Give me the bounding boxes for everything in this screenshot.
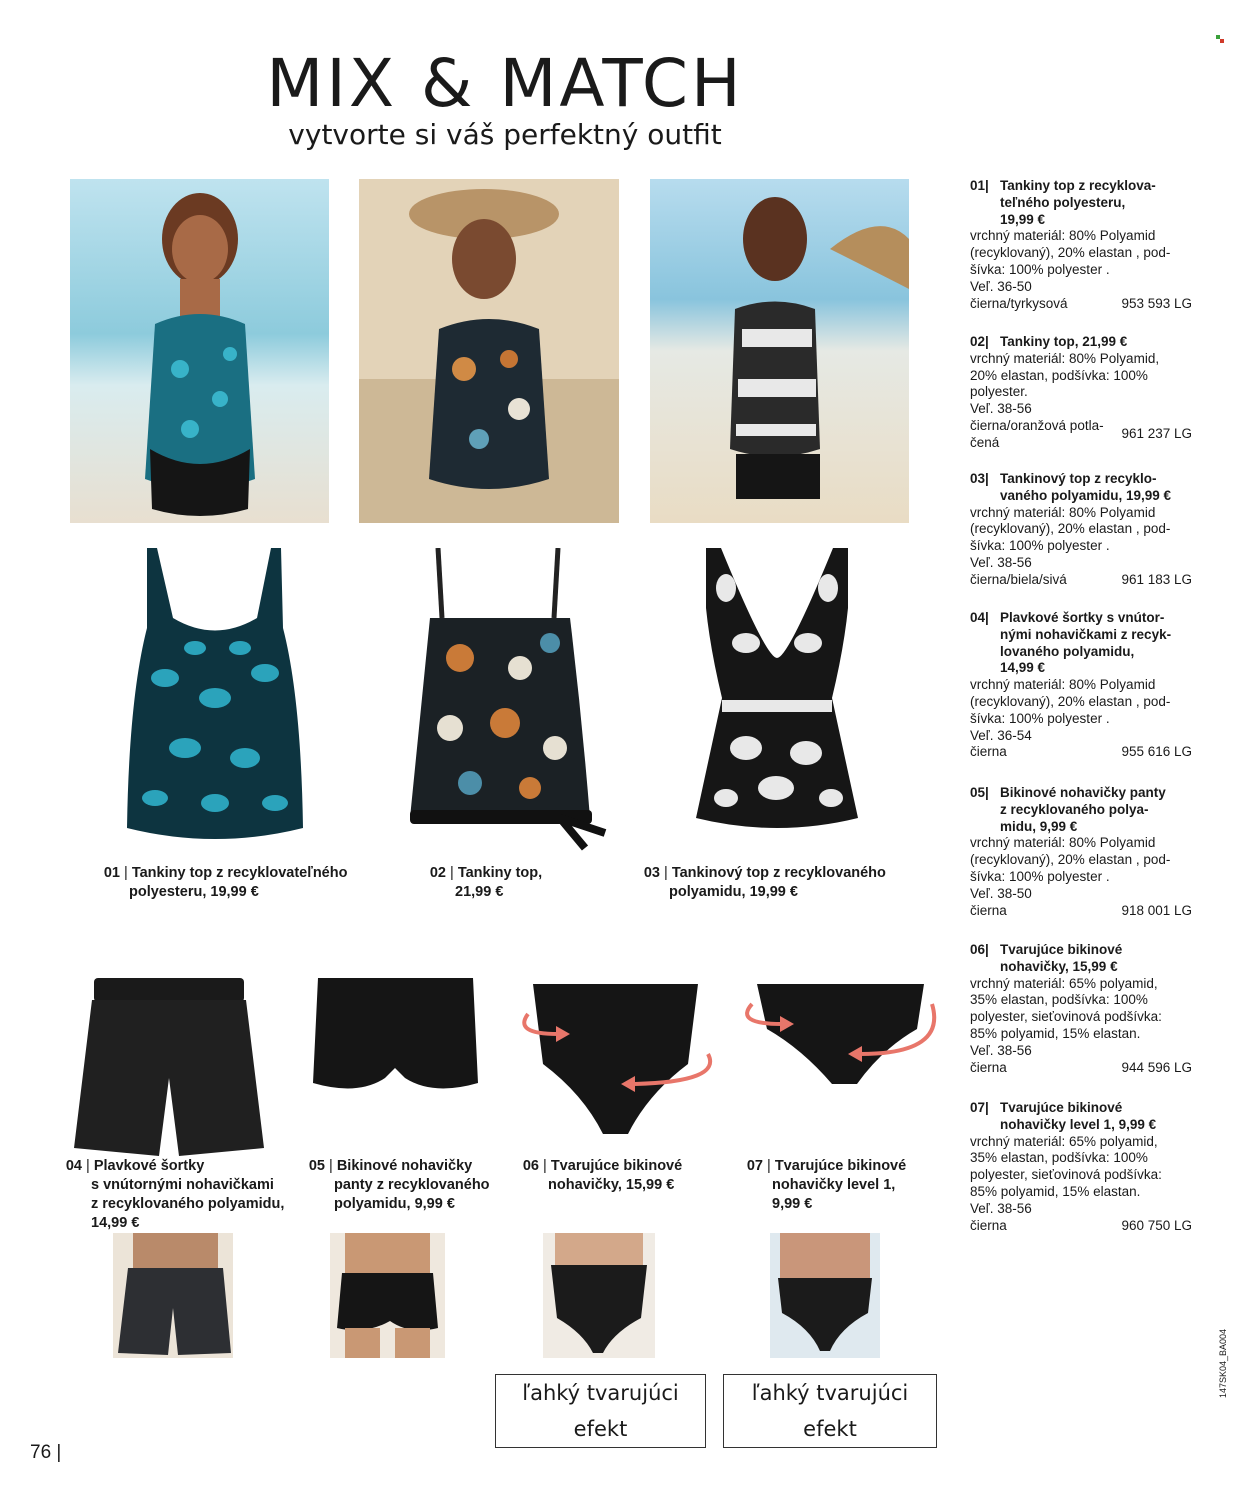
page-subtitle: vytvorte si váš perfektný outfit: [288, 118, 722, 151]
bikini-panty-05-image: [313, 978, 478, 1098]
caption-06: 06 | Tvarujúce bikinové nohavičky, 15,99 €: [522, 1158, 683, 1193]
caption-01: 01 | Tankiny top z recyklovateľného polyesteru, 19,99 €: [103, 865, 348, 900]
shaping-brief-07-image: [742, 974, 942, 1114]
worn-photo-06: [543, 1233, 655, 1358]
worn-photo-07: [770, 1233, 880, 1358]
tankini-top-03-image: [676, 548, 878, 838]
worn-photo-04: [113, 1233, 233, 1358]
product-detail-06: 06| Tvarujúce bikinové nohavičky, 15,99 € vrchný materiál: 65% polyamid, 35% elastan, podšívka: 100% polyester, sieťovinová podšívka: 85% polyamid, 15% elastan. Veľ. 38-56 čierna 944 596 LG: [970, 942, 1192, 1075]
caption-05: 05 | Bikinové nohavičky panty z recyklovaného polyamidu, 9,99 €: [308, 1158, 490, 1212]
shaping-effect-badge: ľahký tvarujúci efekt: [723, 1374, 937, 1448]
catalog-code: 147SK04_BA004: [1218, 1328, 1228, 1398]
caption-07: 07 | Tvarujúce bikinové nohavičky level 1, 9,99 €: [746, 1158, 907, 1212]
tankini-top-01-image: [125, 548, 305, 850]
page-title: MIX & MATCH: [266, 45, 744, 122]
page-number: 76 |: [30, 1442, 62, 1463]
caption-03: 03 | Tankinový top z recyklovaného polyamidu, 19,99 €: [643, 865, 886, 900]
caption-04: 04 | Plavkové šortky s vnútornými nohavičkami z recyklovaného polyamidu, 14,99 €: [65, 1158, 285, 1231]
product-detail-01: 01| Tankiny top z recyklova- teľného polyesteru, 19,99 € vrchný materiál: 80% Polyamid (recyklovaný), 20% elastan , pod- šívka: 100% polyester . Veľ. 36-50 čierna/tyrkysová 953 593 LG: [970, 178, 1192, 311]
product-detail-02: 02| Tankiny top, 21,99 € vrchný materiál: 80% Polyamid, 20% elastan, podšívka: 100% polyester. Veľ. 38-56 čierna/oranžová potla- čená 961 237 LG: [970, 334, 1192, 450]
product-detail-03: 03| Tankinový top z recyklo- vaného polyamidu, 19,99 € vrchný materiál: 80% Polyamid (recyklovaný), 20% elastan , pod- šívka: 100% polyester . Veľ. 38-56 čierna/biela/sivá 961 183 LG: [970, 471, 1192, 587]
shaping-effect-badge: ľahký tvarujúci efekt: [495, 1374, 706, 1448]
registration-mark-icon: [1216, 30, 1224, 38]
model-photo-01: [70, 179, 329, 523]
swim-shorts-04-image: [74, 978, 264, 1158]
tankini-top-02-image: [410, 548, 615, 873]
shaping-brief-06-image: [518, 974, 718, 1139]
caption-02: 02 | Tankiny top, 21,99 €: [429, 865, 543, 900]
product-detail-04: 04| Plavkové šortky s vnútor- nými nohavičkami z recyk- lovaného polyamidu, 14,99 € vrchný materiál: 80% Polyamid (recyklovaný), 20% elastan , pod- šívka: 100% polyester . Veľ. 36-54 čierna 955 616 LG: [970, 610, 1192, 760]
product-detail-05: 05| Bikinové nohavičky panty z recyklovaného polya- midu, 9,99 € vrchný materiál: 80% Polyamid (recyklovaný), 20% elastan , pod- šívka: 100% polyester . Veľ. 38-50 čierna 918 001 LG: [970, 785, 1192, 918]
model-photo-02: [359, 179, 619, 523]
product-detail-07: 07| Tvarujúce bikinové nohavičky level 1, 9,99 € vrchný materiál: 65% polyamid, 35% elastan, podšívka: 100% polyester, sieťovinová podšívka: 85% polyamid, 15% elastan. Veľ. 38-56 čierna 960 750 LG: [970, 1100, 1192, 1233]
worn-photo-05: [330, 1233, 445, 1358]
model-photo-03: [650, 179, 909, 523]
